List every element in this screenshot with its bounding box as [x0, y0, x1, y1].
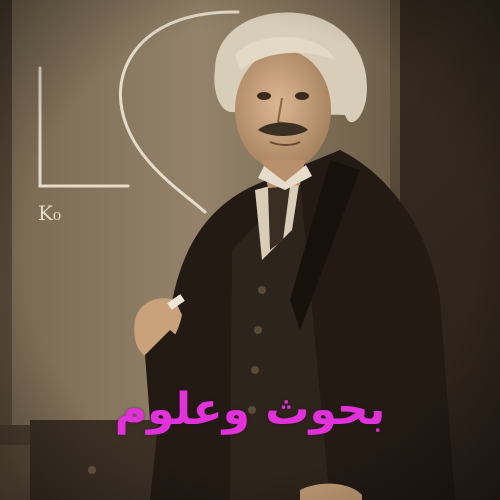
- overlay-caption: بحوث وعلوم: [114, 384, 386, 435]
